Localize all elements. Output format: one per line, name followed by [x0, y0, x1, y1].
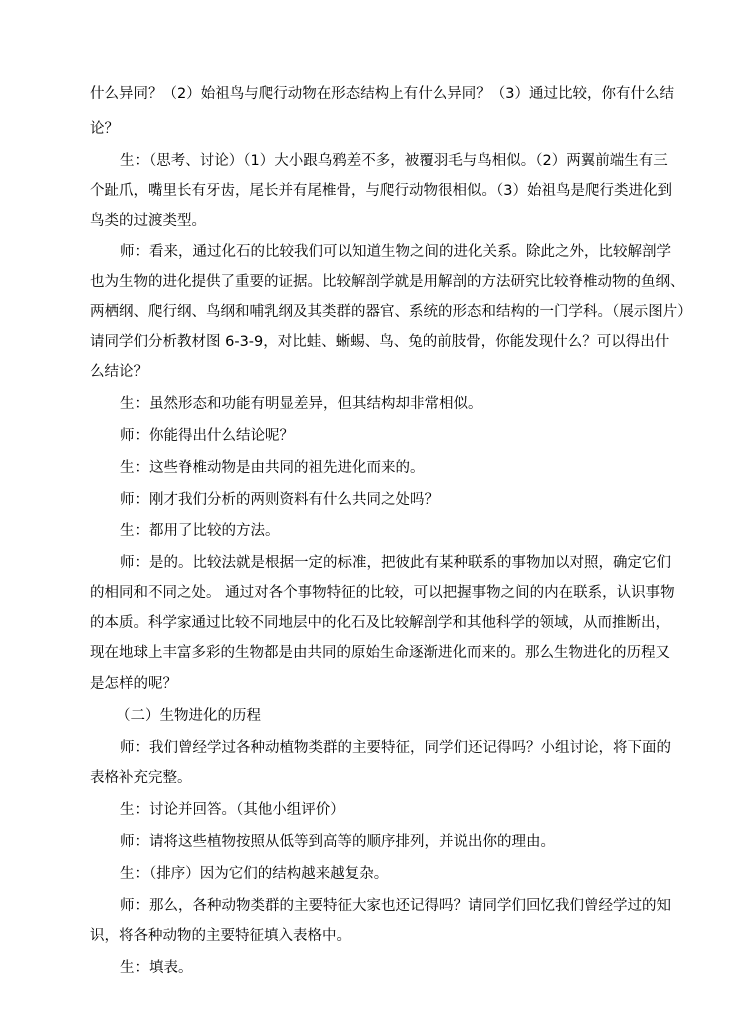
text-line: 什么异同？（2）始祖鸟与爬行动物在形态结构上有什么异同？（3）通过比较，你有什么结	[90, 86, 674, 102]
text-line: 鸟类的过渡类型。	[90, 213, 206, 229]
text-line: 个趾爪，嘴里长有牙齿，尾长并有尾椎骨，与爬行动物很相似。（3）始祖鸟是爬行类进化到	[90, 183, 672, 199]
text-line: 现在地球上丰富多彩的生物都是由共同的原始生命逐渐进化而来的。那么生物进化的历程又	[90, 645, 670, 661]
text-line: 也为生物的进化提供了重要的证据。比较解剖学就是用解剖的方法研究比较脊椎动物的鱼纲、	[90, 274, 685, 290]
text-line: 的本质。科学家通过比较不同地层中的化石及比较解剖学和其他科学的领域，从而推断出，	[90, 615, 670, 631]
text-line: 师：刚才我们分析的两则资料有什么共同之处吗？	[120, 492, 439, 508]
section-heading: （二）生物进化的历程	[116, 708, 261, 724]
text-line: 师：我们曾经学过各种动植物类群的主要特征，同学们还记得吗？小组讨论，将下面的	[120, 740, 671, 756]
text-line: 师：看来，通过化石的比较我们可以知道生物之间的进化关系。除此之外，比较解剖学	[120, 244, 671, 260]
text-line: 生：讨论并回答。（其他小组评价）	[120, 802, 345, 818]
text-line: 师：是的。比较法就是根据一定的标准，把彼此有某种联系的事物加以对照，确定它们	[120, 555, 671, 571]
text-line: 生：填表。	[120, 960, 193, 976]
text-line: 表格补充完整。	[90, 770, 192, 786]
text-line: 师：请将这些植物按照从低等到高等的顺序排列，并说出你的理由。	[120, 834, 555, 850]
text-line: 生：虽然形态和功能有明显差异，但其结构却非常相似。	[120, 396, 483, 412]
text-line: 是怎样的呢？	[90, 676, 177, 692]
text-line: 生：（排序）因为它们的结构越来越复杂。	[120, 866, 389, 882]
text-line: 生：这些脊椎动物是由共同的祖先进化而来的。	[120, 460, 425, 476]
text-line: 识，将各种动物的主要特征填入表格中。	[90, 928, 351, 944]
text-line: 生：都用了比较的方法。	[120, 523, 280, 539]
text-line: 请同学们分析教材图 6-3-9，对比蛙、蜥蜴、鸟、兔的前肢骨，你能发现什么？可以得出什	[90, 334, 670, 350]
text-line: 么结论？	[90, 364, 148, 380]
text-line: 师：你能得出什么结论呢？	[120, 428, 294, 444]
text-line: 的相同和不同之处。 通过对各个事物特征的比较，可以把握事物之间的内在联系，认识事物	[90, 585, 675, 601]
text-line: 师：那么，各种动物类群的主要特征大家也还记得吗？请同学们回忆我们曾经学过的知	[120, 898, 671, 914]
text-line: 两栖纲、爬行纲、鸟纲和哺乳纲及其类群的器官、系统的形态和结构的一门学科。（展示图片）	[90, 304, 692, 320]
text-line: 论？	[90, 121, 119, 137]
text-line: 生：（思考、讨论）（1）大小跟乌鸦差不多，被覆羽毛与鸟相似。（2）两翼前端生有三	[120, 153, 668, 169]
